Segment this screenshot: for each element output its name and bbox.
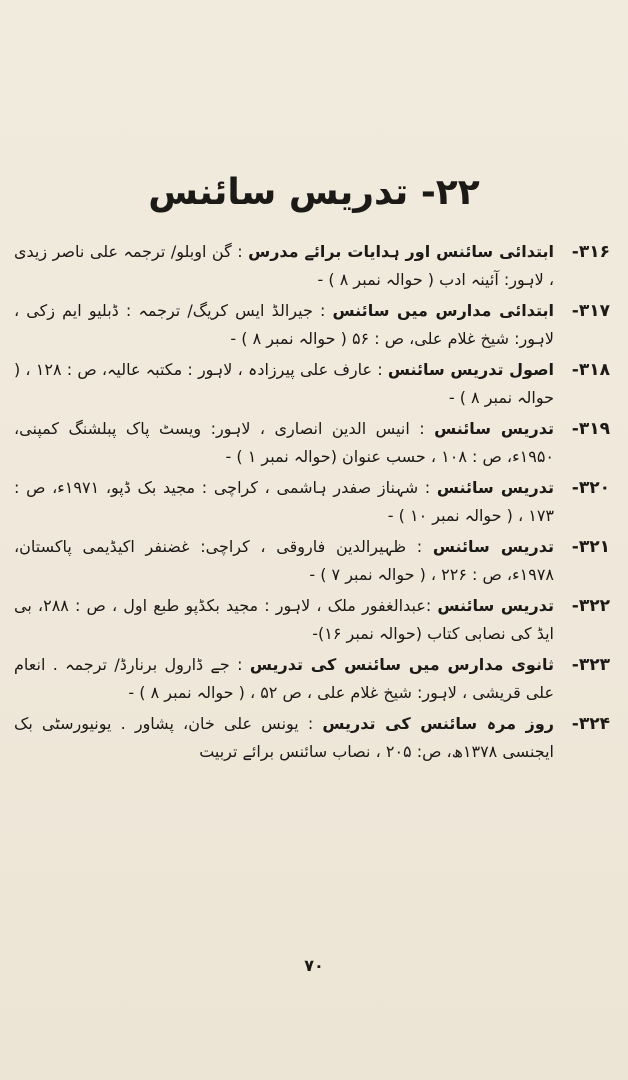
bibliography-entry — [14, 238, 610, 294]
bibliography-entry — [14, 710, 610, 766]
entry-title: ابتدائی سائنس اور ہدایات برائے مدرس — [248, 242, 555, 261]
entry-details: : جے ڈارول برنارڈ/ ترجمہ . انعام علی قریشی ، لاہور: شیخ غلام علی ، ص ۵۲ ، ( حوالہ نمبر ۸ ) - — [14, 655, 554, 702]
entry-details: : گن اوبلو/ ترجمہ علی ناصر زیدی ، لاہور: آئینہ ادب ( حوالہ نمبر ۸ ) - — [14, 242, 554, 289]
entry-text — [14, 533, 554, 589]
entry-number: ۳۱۷- — [571, 301, 610, 321]
entry-number: ۳۲۱- — [571, 537, 610, 557]
entry-title: اصول تدریس سائنس — [387, 360, 555, 379]
entry-details: : جیرالڈ ایس کریگ/ ترجمہ : ڈبلیو ایم زکی ، لاہور: شیخ غلام علی، ص : ۵۶ ( حوالہ نمبر ۸ ) - — [14, 301, 554, 348]
bibliography-entry — [14, 533, 610, 589]
bibliography-entry — [14, 474, 610, 530]
show-through-text — [130, 140, 460, 155]
entry-text — [14, 297, 554, 353]
entry-title: تدریس سائنس — [437, 596, 554, 615]
bibliography-list — [14, 238, 610, 769]
entry-number: ۳۲۲- — [571, 596, 610, 616]
entry-title: روز مرہ سائنس کی تدریس — [322, 714, 554, 733]
entry-text — [14, 238, 554, 294]
bibliography-entry — [14, 297, 610, 353]
chapter-title: ۲۲- تدریس سائنس — [148, 172, 480, 213]
entry-number: ۳۲۰- — [571, 478, 610, 498]
entry-number: ۳۱۹- — [571, 419, 610, 439]
entry-number: ۳۱۶- — [571, 242, 610, 262]
entry-number: ۳۲۳- — [571, 655, 610, 675]
entry-title: تدریس سائنس — [432, 537, 555, 556]
entry-details: : ظہیرالدین فاروقی ، کراچی: غضنفر اکیڈیمی پاکستان، ۱۹۷۸ء، ص : ۲۲۶ ، ( حوالہ نمبر ۷ ) - — [14, 537, 554, 584]
entry-details: : یونس علی خان، پشاور . یونیورسٹی بک ایجنسی ۱۳۷۸ھ، ص: ۲۰۵ ، نصاب سائنس برائے تربیت — [14, 714, 554, 761]
entry-details: :عبدالغفور ملک ، لاہور : مجید بکڈپو طبع اول ، ص : ۲۸۸، بی ایڈ کی نصابی کتاب (حوالہ نمبر ۱۶)- — [14, 596, 554, 643]
entry-text — [14, 474, 554, 530]
entry-details: : شہناز صفدر ہاشمی ، کراچی : مجید بک ڈپو، ۱۹۷۱ء، ص : ۱۷۳ ، ( حوالہ نمبر ۱۰ ) - — [14, 478, 554, 525]
bibliography-entry — [14, 415, 610, 471]
entry-title: ابتدائی مدارس میں سائنس — [332, 301, 555, 320]
entry-text — [14, 415, 554, 471]
entry-title: تدریس سائنس — [434, 419, 554, 438]
entry-details: : عارف علی پیرزادہ ، لاہور : مکتبہ عالیہ، ص : ۱۲۸ ، ( حوالہ نمبر ۸ ) - — [14, 360, 554, 407]
bibliography-entry — [14, 592, 610, 648]
entry-text — [14, 710, 554, 766]
entry-title: تدریس سائنس — [436, 478, 555, 497]
entry-number: ۳۲۴- — [571, 714, 610, 734]
entry-text — [14, 592, 554, 648]
entry-details: : انیس الدین انصاری ، لاہور: ویسٹ پاک پبلشنگ کمپنی، ۱۹۵۰ء، ص : ۱۰۸ ، حسب عنوان (حوالہ نمبر ۱ ) - — [14, 419, 554, 466]
entry-title: ثانوی مدارس میں سائنس کی تدریس — [249, 655, 554, 674]
page-number: ۷۰ — [304, 956, 324, 975]
bibliography-entry — [14, 651, 610, 707]
entry-number: ۳۱۸- — [571, 360, 610, 380]
entry-text — [14, 356, 554, 412]
bibliography-entry — [14, 356, 610, 412]
entry-text — [14, 651, 554, 707]
